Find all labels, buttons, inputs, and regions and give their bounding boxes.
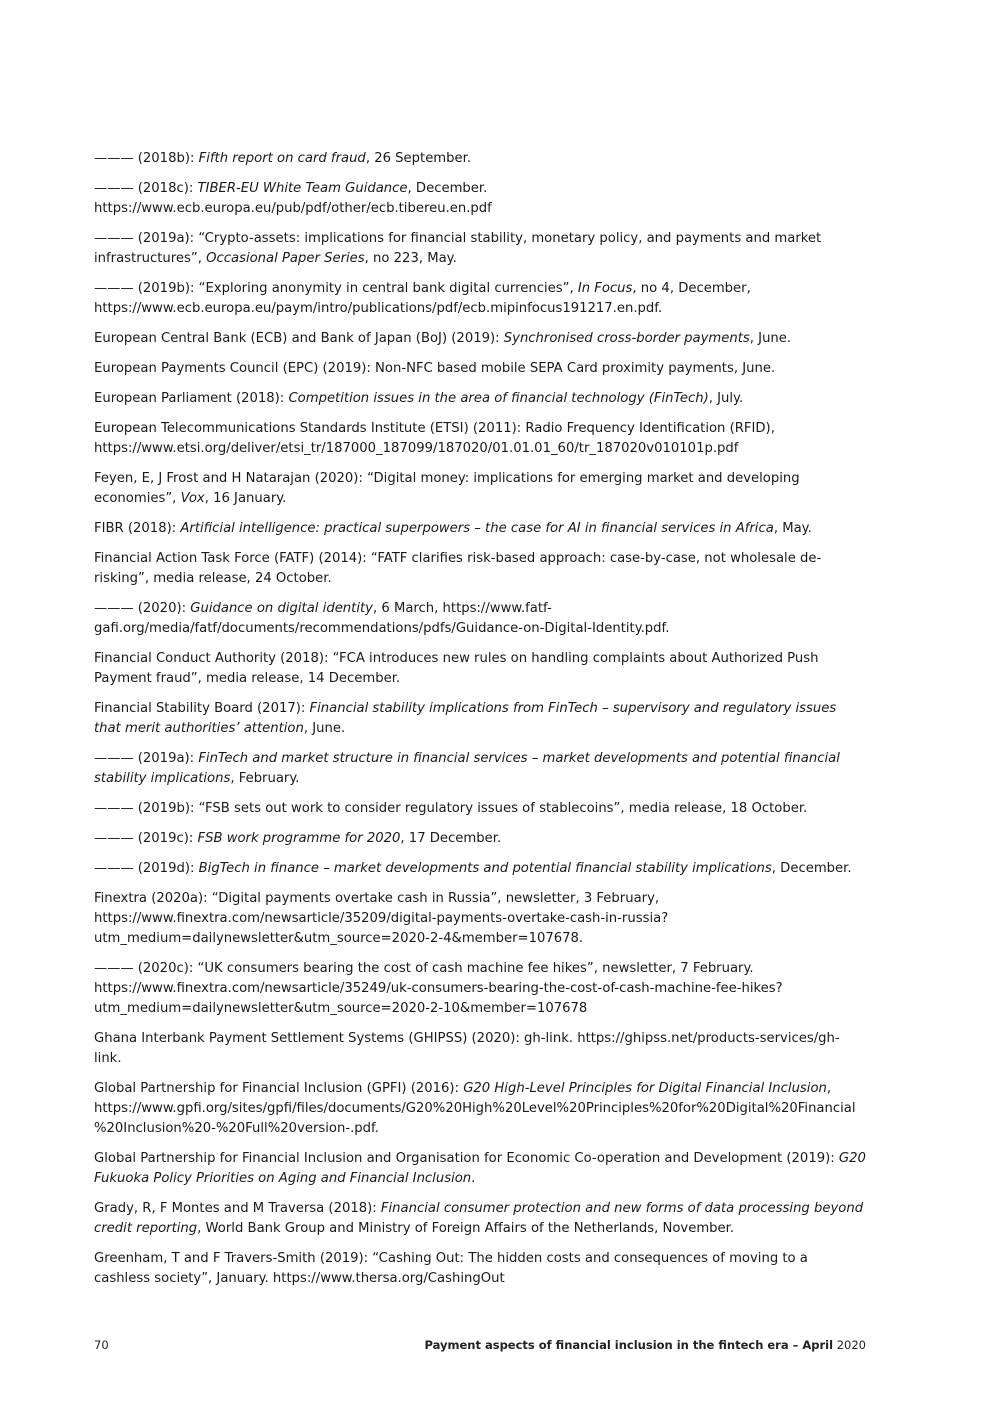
reference-title-italic: In Focus <box>577 281 633 296</box>
reference-text: , May. <box>773 521 812 536</box>
reference-text: ——— (2019a): <box>94 751 199 766</box>
reference-text: ——— (2019c): <box>94 831 198 846</box>
reference-text: European Central Bank (ECB) and Bank of Japan (BoJ) (2019): <box>94 331 504 346</box>
reference-text: ——— (2020c): “UK consumers bearing the cost of cash machine fee hikes”, newsletter, 7 February. https://www.finextra.com/newsarticle/35249/uk-consumers-bearing-the-cost-of-cash-machine-fee-hikes?utm_medium=dailynewsletter&utm_source=2020-2-10&member=107678 <box>94 961 783 1016</box>
reference-entry <box>94 699 866 739</box>
reference-title-italic: Competition issues in the area of financial technology (FinTech) <box>288 391 709 406</box>
reference-text: , https://www.gpfi.org/sites/gpfi/files/documents/G20%20High%20Level%20Principles%20for%20Digital%20Financial%20Inclusion%20-%20Full%20version-.pdf. <box>94 1081 856 1136</box>
reference-title-italic: Synchronised cross-border payments <box>503 331 750 346</box>
reference-text: Financial Conduct Authority (2018): “FCA introduces new rules on handling complaints about Authorized Push Payment fraud”, media release, 14 December. <box>94 651 819 686</box>
reference-text: European Parliament (2018): <box>94 391 289 406</box>
reference-title-italic: FinTech and market structure in financial services – market developments and potential financial stability implications <box>94 751 840 786</box>
reference-text: , February. <box>230 771 300 786</box>
reference-text: , June. <box>303 721 346 736</box>
reference-text: , June. <box>749 331 792 346</box>
reference-title-italic: Financial stability implications from FinTech – supervisory and regulatory issues that merit authorities’ attention <box>94 701 837 736</box>
reference-entry <box>94 859 866 879</box>
reference-text: , 17 December. <box>400 831 502 846</box>
reference-text: Greenham, T and F Travers-Smith (2019): “Cashing Out: The hidden costs and consequences of moving to a cashless society”, January. https://www.thersa.org/CashingOut <box>94 1251 808 1286</box>
reference-text: Global Partnership for Financial Inclusion (GPFI) (2016): <box>94 1081 464 1096</box>
reference-text: , no 4, December, https://www.ecb.europa.eu/paym/intro/publications/pdf/ecb.mipinfocus191217.en.pdf. <box>94 281 751 316</box>
reference-text: , 6 March, https://www.fatf-gafi.org/media/fatf/documents/recommendations/pdfs/Guidance-on-Digital-Identity.pdf. <box>94 601 670 636</box>
reference-title-italic: G20 High-Level Principles for Digital Financial Inclusion <box>463 1081 827 1096</box>
reference-title-italic: TIBER-EU White Team Guidance <box>197 181 408 196</box>
footer-title-year: 2020 <box>833 1338 866 1352</box>
reference-entry <box>94 1249 866 1289</box>
reference-text: Global Partnership for Financial Inclusion and Organisation for Economic Co-operation and Development (2019): <box>94 1151 839 1166</box>
footer-title-main: Payment aspects of financial inclusion in the fintech era – April <box>424 1338 834 1352</box>
reference-text: , no 223, May. <box>364 251 457 266</box>
reference-text: , July. <box>708 391 744 406</box>
reference-text: , World Bank Group and Ministry of Foreign Affairs of the Netherlands, November. <box>197 1221 735 1236</box>
reference-title-italic: Vox <box>180 491 205 506</box>
reference-title-italic: Fifth report on card fraud <box>198 151 366 166</box>
reference-entry <box>94 959 866 1019</box>
reference-text: , December. <box>771 861 852 876</box>
reference-text: ——— (2018c): <box>94 181 198 196</box>
reference-entry <box>94 749 866 789</box>
reference-text: . <box>471 1171 476 1186</box>
reference-text: ——— (2019b): “FSB sets out work to consider regulatory issues of stablecoins”, media release, 18 October. <box>94 801 808 816</box>
reference-list <box>94 149 866 1299</box>
reference-title-italic: Guidance on digital identity <box>190 601 373 616</box>
page-number: 70 <box>94 1338 109 1352</box>
reference-entry <box>94 829 866 849</box>
reference-text: , 26 September. <box>365 151 472 166</box>
reference-entry <box>94 1199 866 1239</box>
reference-entry <box>94 889 866 949</box>
reference-text: Financial Action Task Force (FATF) (2014): “FATF clarifies risk-based approach: case-by-case, not wholesale de-risking”, media release, 24 October. <box>94 551 822 586</box>
reference-text: ——— (2019b): “Exploring anonymity in central bank digital currencies”, <box>94 281 578 296</box>
reference-entry <box>94 229 866 269</box>
reference-entry <box>94 649 866 689</box>
reference-title-italic: Financial consumer protection and new forms of data processing beyond credit reporting <box>94 1201 864 1236</box>
reference-text: European Payments Council (EPC) (2019): Non-NFC based mobile SEPA Card proximity payments, June. <box>94 361 776 376</box>
reference-entry <box>94 799 866 819</box>
reference-text: , 16 January. <box>204 491 287 506</box>
reference-title-italic: Occasional Paper Series <box>206 251 365 266</box>
reference-entry <box>94 1149 866 1189</box>
reference-text: ——— (2019d): <box>94 861 199 876</box>
reference-entry <box>94 329 866 349</box>
reference-entry <box>94 149 866 169</box>
reference-title-italic: BigTech in finance – market developments and potential financial stability implications <box>198 861 772 876</box>
footer-title <box>424 1338 866 1352</box>
reference-title-italic: FSB work programme for 2020 <box>197 831 401 846</box>
reference-text: European Telecommunications Standards Institute (ETSI) (2011): Radio Frequency Identification (RFID), https://www.etsi.org/deliver/etsi_tr/187000_187099/187020/01.01.01_60/tr_187020v010101p.pdf <box>94 421 775 456</box>
reference-entry <box>94 279 866 319</box>
reference-text: Grady, R, F Montes and M Traversa (2018): <box>94 1201 381 1216</box>
reference-text: FIBR (2018): <box>94 521 181 536</box>
reference-title-italic: G20 Fukuoka Policy Priorities on Aging and Financial Inclusion <box>94 1151 866 1186</box>
reference-entry <box>94 1079 866 1139</box>
reference-entry <box>94 389 866 409</box>
reference-text: , December. https://www.ecb.europa.eu/pub/pdf/other/ecb.tibereu.en.pdf <box>94 181 492 216</box>
reference-text: ——— (2020): <box>94 601 191 616</box>
reference-text: Financial Stability Board (2017): <box>94 701 310 716</box>
reference-text: Ghana Interbank Payment Settlement Systems (GHIPSS) (2020): gh-link. https://ghipss.net/products-services/gh-link. <box>94 1031 840 1066</box>
reference-text: ——— (2018b): <box>94 151 199 166</box>
reference-entry <box>94 359 866 379</box>
reference-entry <box>94 179 866 219</box>
reference-text: Feyen, E, J Frost and H Natarajan (2020): “Digital money: implications for emerging market and developing economies”, <box>94 471 800 506</box>
reference-text: ——— (2019a): “Crypto-assets: implications for financial stability, monetary policy, and payments and market infrastructures”, <box>94 231 822 266</box>
reference-entry <box>94 419 866 459</box>
reference-title-italic: Artificial intelligence: practical superpowers – the case for AI in financial services in Africa <box>180 521 774 536</box>
reference-entry <box>94 549 866 589</box>
reference-entry <box>94 1029 866 1069</box>
reference-entry <box>94 599 866 639</box>
reference-text: Finextra (2020a): “Digital payments overtake cash in Russia”, newsletter, 3 February, https://www.finextra.com/newsarticle/35209/digital-payments-overtake-cash-in-russia?utm_medium=dailynewsletter&utm_source=2020-2-4&member=107678. <box>94 891 669 946</box>
reference-entry <box>94 519 866 539</box>
reference-entry <box>94 469 866 509</box>
